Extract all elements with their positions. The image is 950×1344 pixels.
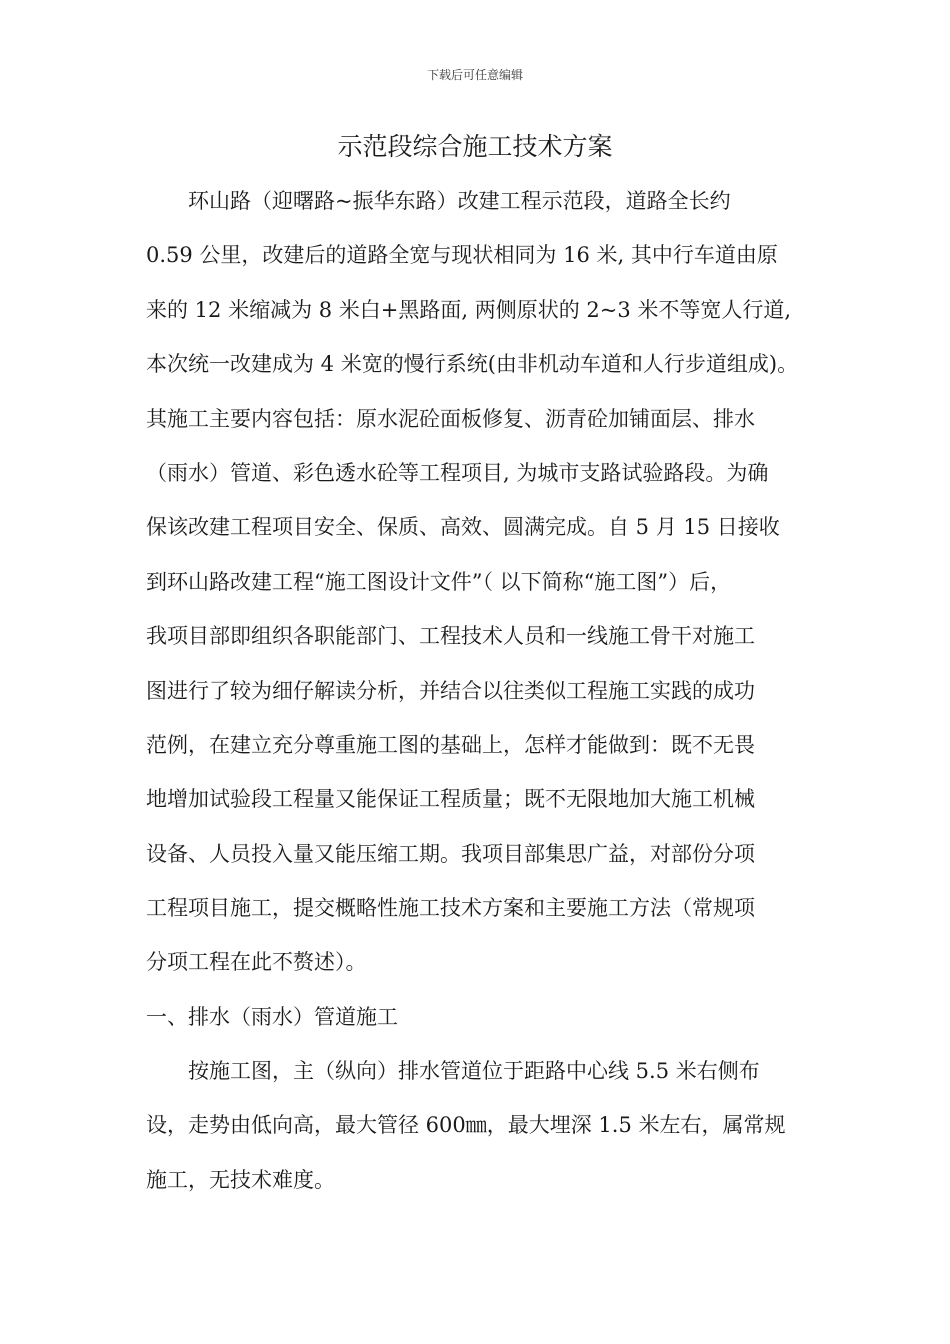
text-line: 工程项目施工，提交概略性施工技术方案和主要施工方法（常规项	[146, 896, 755, 920]
text-line: 设，走势由低向高，最大管径 600㎜，最大埋深 1.5 米左右，属常规	[146, 1113, 786, 1137]
text-line: 本次统一改建成为 4 米宽的慢行系统(由非机动车道和人行步道组成)。	[146, 352, 799, 376]
text-line: 设备、人员投入量又能压缩工期。我项目部集思广益，对部份分项	[146, 842, 755, 866]
text-line: 图进行了较为细仔解读分析，并结合以往类似工程施工实践的成功	[146, 679, 755, 703]
document-title: 示范段综合施工技术方案	[337, 132, 613, 161]
text-line: 分项工程在此不赘述）。	[146, 950, 367, 974]
text-line: （雨水）管道、彩色透水砼等工程项目, 为城市支路试验路段。为确	[146, 461, 769, 485]
text-line: 保该改建工程项目安全、保质、高效、圆满完成。自 5 月 15 日接收	[146, 515, 780, 539]
text-line: 施工，无技术难度。	[146, 1168, 335, 1192]
text-line: 地增加试验段工程量又能保证工程质量；既不无限地加大施工机械	[146, 787, 755, 811]
header-note: 下载后可任意编辑	[426, 68, 523, 82]
text-line: 按施工图，主（纵向）排水管道位于距路中心线 5.5 米右侧布	[188, 1059, 760, 1083]
text-line: 我项目部即组织各职能部门、工程技术人员和一线施工骨干对施工	[146, 624, 755, 648]
section-heading: 一、排水（雨水）管道施工	[146, 1005, 398, 1029]
text-line: 到环山路改建工程“施工图设计文件”（ 以下简称“施工图”）后，	[146, 570, 732, 594]
text-line: 范例，在建立充分尊重施工图的基础上，怎样才能做到：既不无畏	[146, 733, 755, 757]
text-line: 来的 12 米缩减为 8 米白+黑路面, 两侧原状的 2~3 米不等宽人行道,	[146, 298, 792, 322]
text-line: 0.59 公里，改建后的道路全宽与现状相同为 16 米, 其中行车道由原	[146, 243, 778, 267]
text-line: 其施工主要内容包括：原水泥砼面板修复、沥青砼加铺面层、排水	[146, 407, 755, 431]
text-line: 环山路（迎曙路~振华东路）改建工程示范段，道路全长约	[188, 189, 731, 213]
